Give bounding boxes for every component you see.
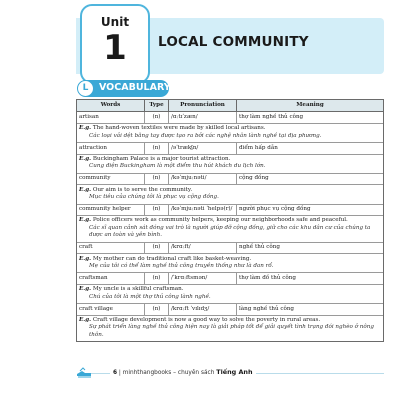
section-label: VOCABULARY xyxy=(99,82,171,93)
unit-number: 1 xyxy=(103,28,127,68)
cell-pronunciation: /krɑːft/ xyxy=(169,243,237,253)
example-row xyxy=(77,124,383,143)
unit-title: LOCAL COMMUNITY xyxy=(158,34,309,50)
page-footer xyxy=(76,364,384,382)
shoe-book-icon xyxy=(76,365,92,379)
example-row xyxy=(77,316,383,342)
vocabulary-table xyxy=(76,99,384,342)
example-translation: Mục tiêu của chúng tôi là phục vụ cộng đồng. xyxy=(89,194,219,201)
cell-meaning: thợ làm đồ thủ công xyxy=(239,274,296,281)
cell-type: (n) xyxy=(145,143,169,153)
cell-word: craftsman xyxy=(77,273,145,283)
example-marker: E.g. xyxy=(79,156,92,163)
column-header-pronunciation: Pronunciation xyxy=(169,100,237,111)
column-header-meaning: Meaning xyxy=(296,102,324,108)
cell-type: (n) xyxy=(145,174,169,184)
section-letter-icon: L xyxy=(78,81,93,96)
example-marker: E.g. xyxy=(79,125,92,132)
cell-pronunciation: /ˈkrɑːftsmən/ xyxy=(169,273,237,283)
cell-meaning: cộng đồng xyxy=(239,175,269,182)
footer-brand: minhthangbooks xyxy=(122,370,172,376)
table-header-row xyxy=(77,100,383,112)
example-sentence: Buckingham Palace is a major tourist attraction. xyxy=(91,156,231,163)
footer-dash: – xyxy=(173,370,177,376)
example-translation: Các sĩ quan cảnh sát đóng vai trò là người giúp đỡ cộng đồng, giữ cho các khu dân cư của chúng ta được an toàn và yên bình. xyxy=(89,224,371,239)
example-translation: Chú của tôi là một thợ thủ công lành nghề. xyxy=(89,293,211,300)
example-sentence: My mother can do traditional craft like basket-weaving. xyxy=(91,255,252,262)
cell-pronunciation: /əˈtrækʃn/ xyxy=(169,143,237,153)
table-row xyxy=(77,205,383,216)
cell-word: attraction xyxy=(77,143,145,153)
page-number: 6 xyxy=(113,370,118,376)
table-row xyxy=(77,273,383,284)
unit-badge xyxy=(80,4,150,84)
example-translation: Sự phát triển làng nghề thủ công hiện nay là giải pháp tốt để giải quyết tình trạng đói nghèo ở nông thôn. xyxy=(89,324,374,338)
table-row xyxy=(77,174,383,185)
cell-meaning: người phục vụ cộng đồng xyxy=(239,206,311,213)
footer-separator: | xyxy=(118,370,121,376)
cell-meaning: làng nghề thủ công xyxy=(239,305,295,312)
cell-word: community helper xyxy=(77,205,145,215)
example-translation: Mẹ của tôi có thể làm nghề thủ công truyền thống như là đan rổ. xyxy=(89,263,274,269)
footer-text xyxy=(110,368,256,376)
example-row xyxy=(77,155,383,174)
example-marker: E.g. xyxy=(79,317,92,324)
example-sentence: Police officers work as community helpers, keeping our neighborhoods safe and peaceful. xyxy=(91,217,348,224)
cell-word: craft xyxy=(77,243,145,253)
example-row xyxy=(77,254,383,273)
cell-pronunciation: /kəˈmjuːnəti/ xyxy=(169,174,237,184)
table-row xyxy=(77,304,383,315)
cell-meaning: nghề thủ công xyxy=(239,244,280,251)
example-row xyxy=(77,285,383,304)
example-sentence: The hand-woven textiles were made by skilled local artisans. xyxy=(91,125,266,132)
cell-type: (n) xyxy=(145,243,169,253)
footer-tagline: chuyên sách xyxy=(177,370,215,376)
cell-type: (n) xyxy=(145,304,169,314)
table-row xyxy=(77,243,383,254)
table-row xyxy=(77,112,383,123)
column-header-type: Type xyxy=(145,100,169,111)
cell-type: (n) xyxy=(145,112,169,122)
cell-pronunciation: /ɑːtɪˈzæn/ xyxy=(169,112,237,122)
example-sentence: Craft village development is now a good way to solve the poverty in rural areas. xyxy=(91,317,321,324)
example-marker: E.g. xyxy=(79,186,92,193)
cell-meaning: điểm hấp dẫn xyxy=(239,144,278,151)
example-translation: Cung điện Buckingham là một điểm thu hút khách du lịch lớn. xyxy=(89,163,266,170)
cell-pronunciation: /krɑːft ˈvɪlɪdʒ/ xyxy=(169,304,237,314)
example-marker: E.g. xyxy=(79,255,92,262)
example-sentence: My uncle is a skillful craftsman. xyxy=(91,286,184,293)
cell-word: craft village xyxy=(77,304,145,314)
unit-word: Unit xyxy=(100,15,130,29)
cell-type: (n) xyxy=(145,205,169,215)
cell-word: community xyxy=(77,174,145,184)
cell-type: (n) xyxy=(145,273,169,283)
example-row xyxy=(77,185,383,204)
example-translation: Các loại vải dệt bằng tay được tạo ra bởi các nghệ nhân lành nghề tại địa phương. xyxy=(89,132,322,139)
example-row xyxy=(77,216,383,243)
example-sentence: Our aim is to serve the community. xyxy=(91,186,193,193)
table-row xyxy=(77,143,383,154)
cell-pronunciation: /kəˈmjuːnəti ˈhelpə(r)/ xyxy=(169,205,237,215)
footer-subject: Tiếng Anh xyxy=(216,368,253,376)
example-marker: E.g. xyxy=(79,217,92,224)
cell-word: artisan xyxy=(77,112,145,122)
column-header-words: Words xyxy=(77,100,145,111)
vocabulary-section-pill xyxy=(77,80,169,97)
cell-meaning: thợ làm nghề thủ công xyxy=(239,113,304,120)
example-marker: E.g. xyxy=(79,286,92,293)
